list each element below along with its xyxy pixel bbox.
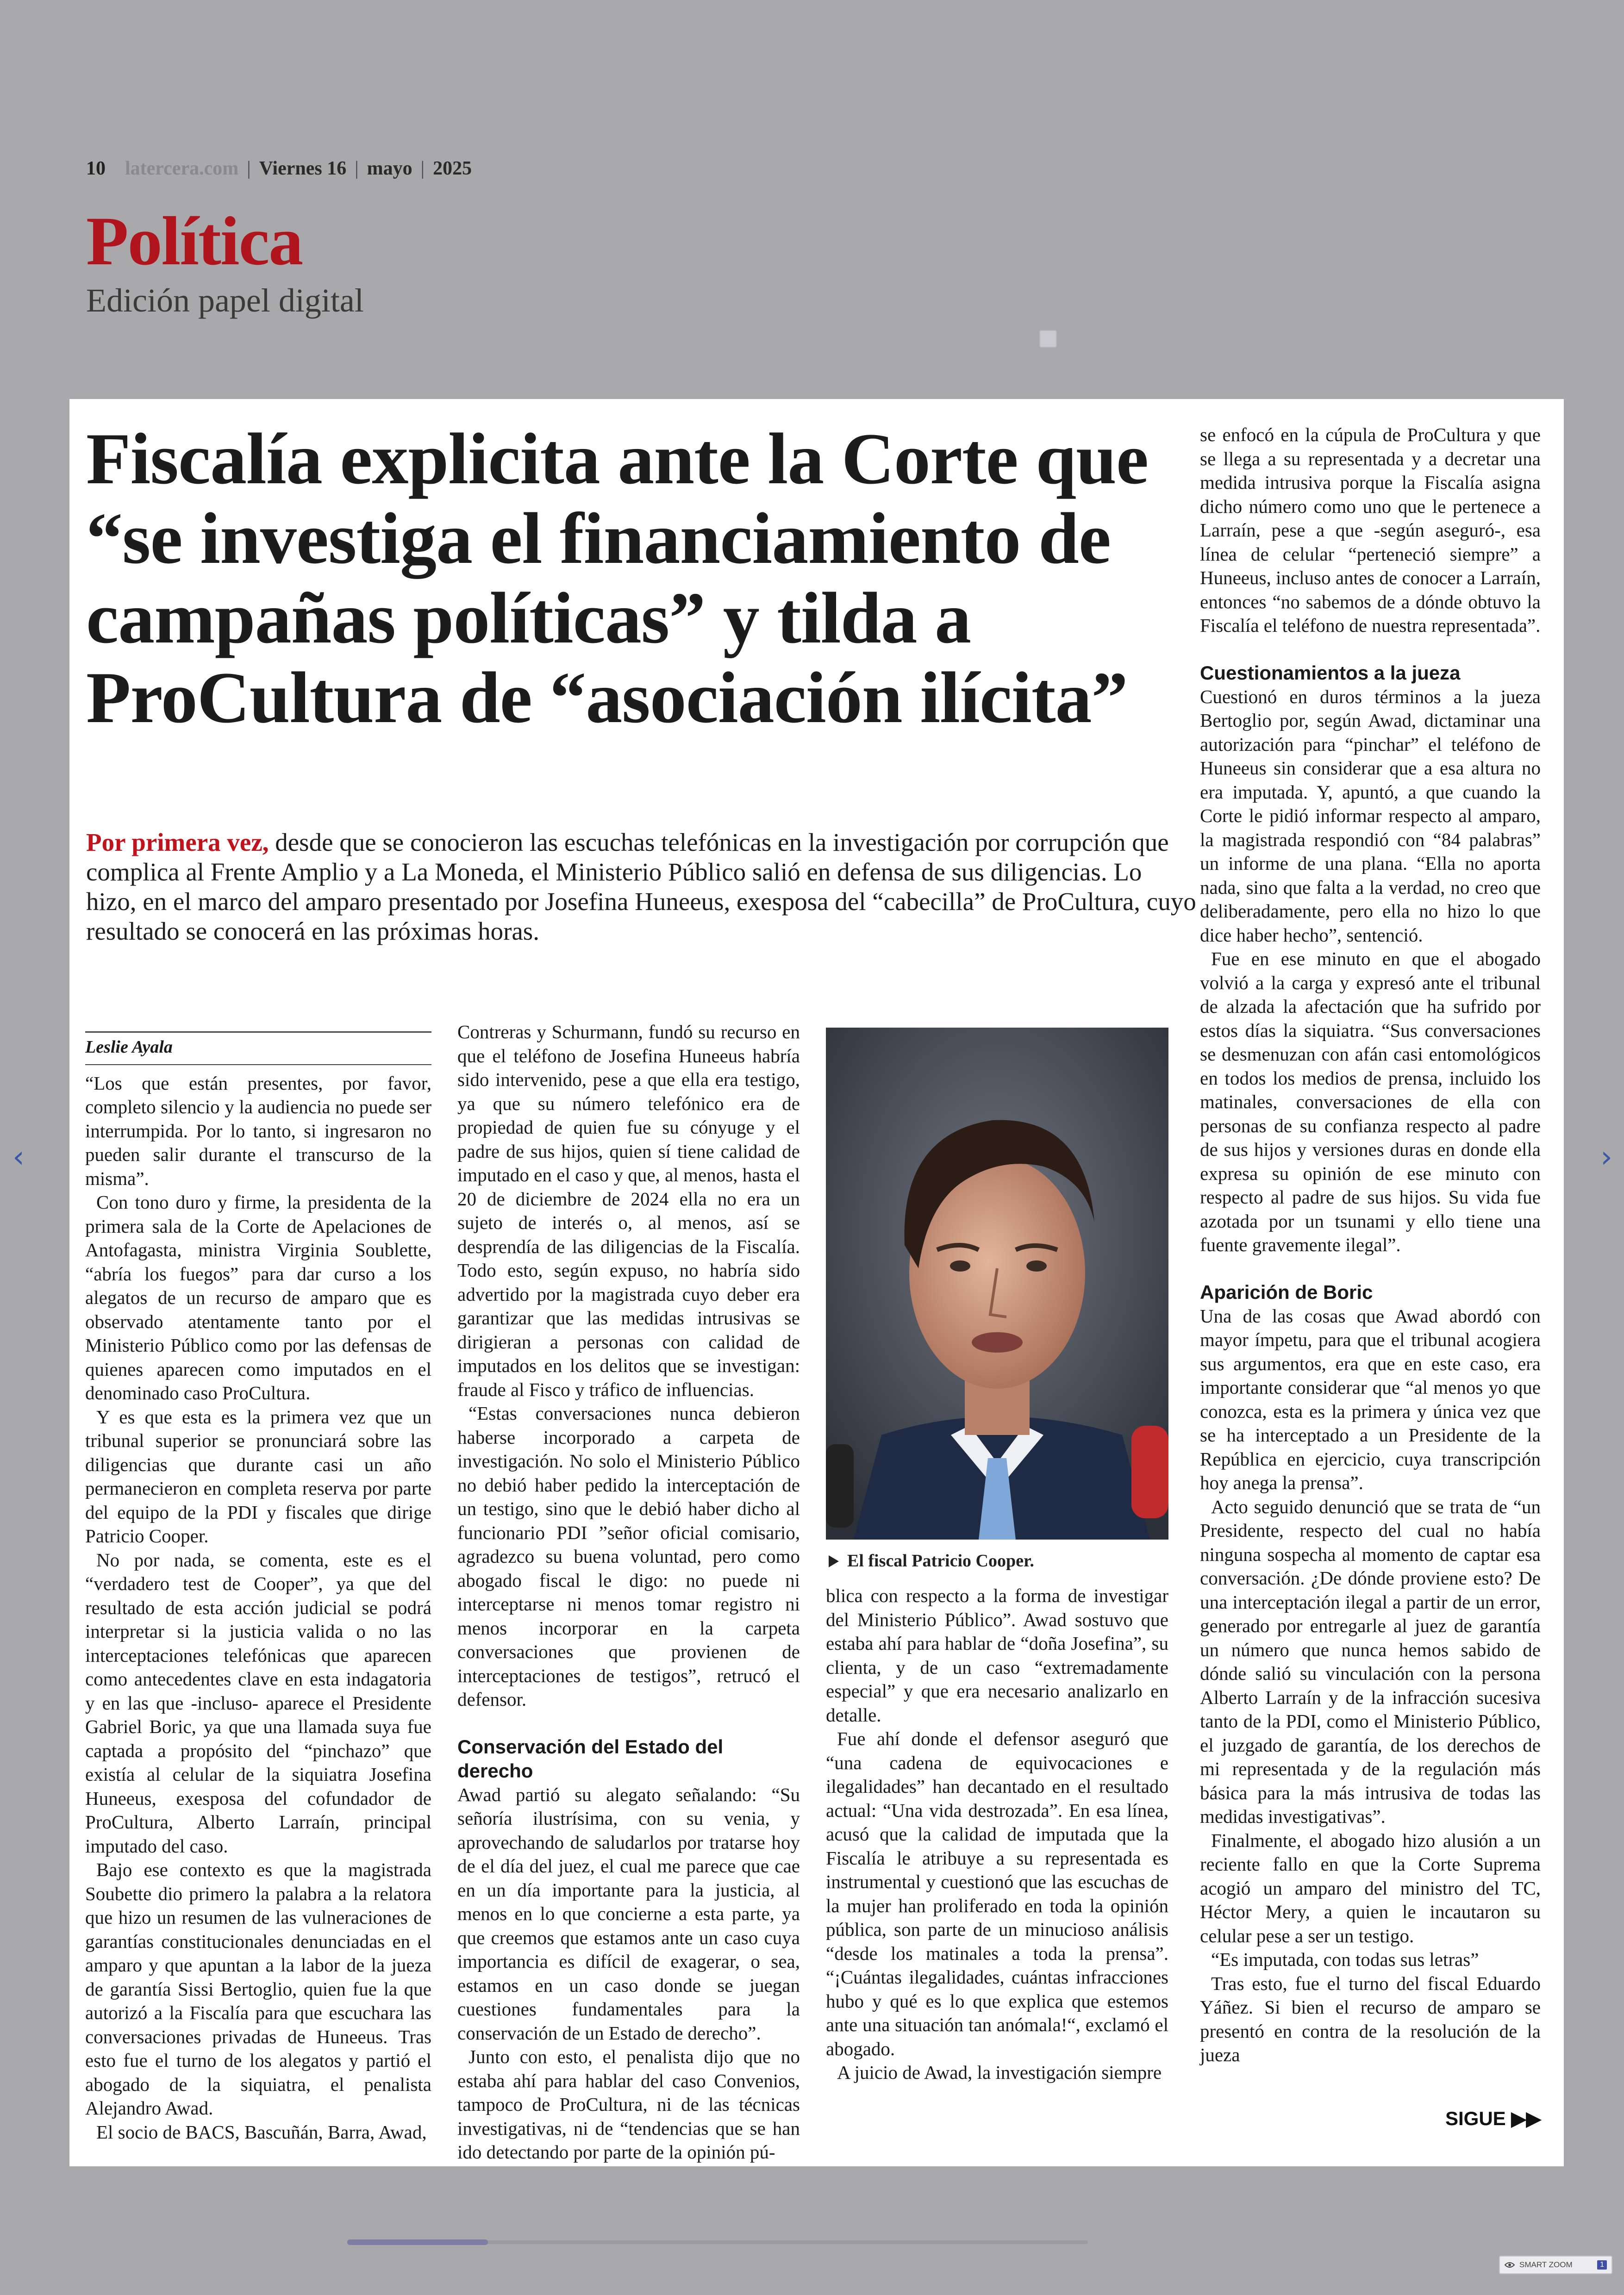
smart-zoom-badge: 1 — [1597, 2260, 1607, 2270]
paragraph: Finalmente, el abogado hizo alusión a un reciente fallo en que la Corte Suprema acogió un amparo del ministro del TC, Héctor Mery, a quien le incautaron su celular pese a ser un testigo. — [1200, 1829, 1541, 1946]
paragraph: Tras esto, fue el turno del fiscal Eduardo Yáñez. Si bien el recurso de amparo se presentó en contra de la resolución de la jueza — [1200, 1972, 1541, 2065]
separator: | — [355, 158, 359, 179]
chevron-right-icon[interactable]: › — [1600, 1140, 1612, 1174]
portrait-illustration — [826, 1028, 1168, 1540]
paragraph: Contreras y Schurmann, fundó su recurso en que el teléfono de Josefina Huneeus habría sido intervenido, pese a que ella era testigo, ya que su número telefónico era de propiedad de quien fue su cónyuge y el padre de sus hijos, quien sí tiene calidad de imputado en el caso y que, al menos, hasta el 20 de diciembre de 2024 ella no era un sujeto de interés o, al menos, así se desprendía de las diligencias de la Fiscalía. Todo esto, según expuso, no habría sido advertido por la magistrada cuyo deber era garantizar que las medidas intrusivas se dirigieran a personas con calidad de imputados en los delitos que se investigan: fraude al Fisco y tráfico de influencias. — [457, 1021, 800, 1400]
article-page — [69, 399, 1564, 2166]
paragraph: Fue en ese minuto en que el abogado volvió a la carga y expresó ante el tribunal de alzada la afectación que ha sufrido por estos días la siquiatra. “Sus conversaciones se desmenuzan con afán casi entomológicos en todos los medios de prensa, incluido los matinales, conversaciones de ella con personas de su confianza respecto al padre de sus hijos y versiones duras en donde ella expresa su opinión de ese minuto con respecto al padre de sus hijos. Su vida fue azotada por un tsunami y ello tiene una fuente gravemente ilegal”. — [1200, 948, 1541, 1255]
date-month: mayo — [367, 158, 412, 179]
masthead-meta — [86, 157, 734, 180]
section-title: Política — [86, 203, 303, 280]
smart-zoom-label: SMART ZOOM — [1519, 2260, 1573, 2269]
paragraph: Y es que esta es la primera vez que un tribunal superior se pronunciará sobre las diligencias que durante casi un año permanecieron en completa reserva por parte del equipo de la PDI y fiscales que dirige Patricio Cooper. — [85, 1406, 431, 1547]
eye-icon — [1505, 2262, 1515, 2268]
paragraph: A juicio de Awad, la investigación siempre — [837, 2062, 1162, 2083]
paragraph: “Es imputada, con todas sus letras” — [1211, 1949, 1479, 1970]
page-number: 10 — [86, 158, 106, 179]
paragraph: se enfocó en la cúpula de ProCultura y que se llega a su representada y a decretar una medida intrusiva porque la Fiscalía asigna dicho número como uno que le pertenece a Larraín, pese a que -según aseguró-, esa línea de celular “perteneció siempre” a Huneeus, incluso antes de conocer a Larraín, entonces “no sabemos de a dónde obtuvo la Fiscalía el teléfono de nuestra representada”. — [1200, 424, 1541, 636]
separator: | — [247, 158, 251, 179]
photo-caption — [829, 1551, 1034, 1571]
paragraph: “Estas conversaciones nunca debieron haberse incorporado a carpeta de investigación. No solo el Ministerio Público no debió haber pedido la interceptación de un testigo, sino que le debió haber dicho al funcionario PDI ”señor oficial comisario, agradezco su buena voluntad, pero como abogado fiscal le digo: no puede ni interceptarse ni menos tomar registro ni menos incorporar en la carpeta conversaciones que provienen de interceptaciones de testigos”, retrucó el defensor. — [457, 1403, 800, 1710]
paragraph: Cuestionó en duros términos a la jueza Bertoglio por, según Awad, dictaminar una autorización para “pinchar” el teléfono de Huneeus sin considerar que a esa altura no era imputada. Y, apuntó, a que cuando la Corte le pidió informar respecto al amparo, la magistrada respondió con “84 palabras” un informe de una plana. “Ella no aporta nada, sino que falta a la verdad, no creo que deliberadamente, pero ella no hizo lo que dice haber hecho”, sentenció. — [1200, 686, 1541, 946]
column-2 — [457, 1020, 800, 2164]
separator: | — [420, 158, 425, 179]
paragraph: Junto con esto, el penalista dijo que no estaba ahí para hablar del caso Convenios, tampoco de ProCultura, ni de las técnicas investigativas, ni de “tendencias que se han ido detectando por parte de la opinión pú- — [457, 2046, 800, 2163]
caption-text: El fiscal Patricio Cooper. — [847, 1551, 1034, 1571]
date-day: Viernes 16 — [259, 158, 347, 179]
note-marker-icon[interactable] — [1039, 330, 1057, 348]
paragraph: Awad partió su alegato señalando: “Su señoría ilustrísima, con su venia, y aprovechando de saludarlos por tratarse hoy de el día del juez, el cual me parece que cae en un día importante para la justicia, al menos en lo que concierne a esta parte, ya que creemos que estamos ante un caso cuya importancia es difícil de exagerar, o sea, estamos en un caso donde se juegan cuestiones fundamentales para la conservación de un Estado de derecho”. — [457, 1784, 800, 2044]
paragraph: Con tono duro y firme, la presidenta de la primera sala de la Corte de Apelaciones de Antofagasta, ministra Virginia Soublette, “abría los fuegos” para dar curso a los alegatos de un recurso de amparo que es observado atentamente tanto por el Ministerio Público como por las defensas de quienes aparecen como imputados en el denominado caso ProCultura. — [85, 1191, 431, 1403]
paragraph: No por nada, se comenta, este es el “verdadero test de Cooper”, ya que del resultado de esta acción judicial se podrá interpretar si la justicia valida o no las interceptaciones telefónicas que aparecen como antecedentes clave en esta indagatoria y en las que -incluso- aparece el Presidente Gabriel Boric, ya que una llamada suya fue captada a propósito del “pinchazo” que existía al celular de la siquiatra Josefina Huneeus, exesposa del cofundador de ProCultura, Alberto Larraín, principal imputado del caso. — [85, 1549, 431, 1857]
masthead — [86, 157, 734, 320]
smart-zoom-control[interactable] — [1499, 2256, 1612, 2274]
caption-arrow-icon — [829, 1555, 839, 1567]
lede-lead: Por primera vez, — [86, 828, 269, 856]
chevron-left-icon[interactable]: ‹ — [12, 1140, 25, 1174]
byline: Leslie Ayala — [85, 1031, 431, 1065]
subheading: Aparición de Boric — [1200, 1281, 1373, 1303]
site-name: latercera.com — [125, 158, 239, 179]
column-3 — [826, 1584, 1168, 2085]
page-scrollbar-thumb[interactable] — [347, 2239, 488, 2245]
paragraph: El socio de BACS, Bascuñán, Barra, Awad, — [96, 2121, 427, 2143]
date-year: 2025 — [433, 158, 472, 179]
paragraph: blica con respecto a la forma de investigar del Ministerio Público”. Awad sostuvo que estaba ahí para hablar de “doña Josefina”, su clienta, y de un caso “extremadamente especial” y que era necesario analizarlo en detalle. — [826, 1585, 1168, 1726]
lede-text: desde que se conocieron las escuchas telefónicas en la investigación por corrupción que complica al Frente Amplio y a La Moneda, el Ministerio Público salió en defensa de sus diligencias. Lo hizo, en el marco del amparo presentado por Josefina Huneeus, exesposa del “cabecilla” de ProCultura, cuyo resultado se conocerá en las próximas horas. — [86, 828, 1196, 945]
column-4 — [1200, 423, 1541, 2067]
subheading: Cuestionamientos a la jueza — [1200, 661, 1461, 684]
portrait-photo — [826, 1028, 1168, 1540]
paragraph: Una de las cosas que Awad abordó con mayor ímpetu, para que el tribunal acogiera sus argumentos, era que en este caso, era importante considerar que “al menos yo que conozca, esta es la primera y única vez que se ha interceptado a un Presidente de la República en ejercicio, cuya transcripción hoy anega la prensa”. — [1200, 1305, 1541, 1493]
paragraph: Bajo ese contexto es que la magistrada Soubette dio primero la palabra a la relatora que hizo un resumen de las vulneraciones de garantías constitucionales denunciadas en el amparo y que apuntan a la labor de la jueza de garantía Sissi Bertoglio, quien fue la que autorizó a la Fiscalía para que escuchara las conversaciones privadas de Huneeus. Tras esto fue el turno de los alegatos y partió el abogado de la siquiatra, el penalista Alejandro Awad. — [85, 1859, 431, 2119]
continue-label[interactable]: SIGUE ▶▶ — [1445, 2108, 1541, 2129]
paragraph: “Los que están presentes, por favor, completo silencio y la audiencia no puede ser interrumpida. Por lo tanto, si ingresaron no pueden salir durante el transcurso de la misma”. — [85, 1072, 431, 1189]
article-headline: Fiscalía explicita ante la Corte que “se investiga el financiamiento de campañas políticas” y tilda a ProCultura de “asociación ilícita” — [86, 418, 1149, 738]
edition-label: Edición papel digital — [86, 282, 364, 319]
paragraph: Fue ahí donde el defensor aseguró que “una cadena de equivocaciones e ilegalidades” han decantado en el resultado actual: “Una vida destrozada”. En esa línea, acusó que la calidad de imputada que la Fiscalía le atribuye a su representada es instrumental y cuestionó que las escuchas de la mujer han proliferado en toda la opinión pública, son parte de un minucioso análisis “desde los matinales a toda la prensa”. “¡Cuántas ilegalidades, cuántas infracciones hubo y qué es lo que explica que estemos ante una situación tan anómala!“, exclamó el abogado. — [826, 1728, 1168, 2059]
subheading: Conservación del Estado del derecho — [457, 1735, 724, 1782]
column-1 — [85, 1031, 431, 2144]
article-lede — [86, 828, 1197, 946]
paragraph: Acto seguido denunció que se trata de “un Presidente, respecto del cual no había ninguna sospecha al momento de captar esa conversación. ¿De dónde proviene esto? De una interceptación ilegal a partir de un error, generado por entregarle al juez de garantía un número que nunca hemos sabido de dónde salió su vinculación con la persona Alberto Larraín y de la infracción sucesiva tanto de la PDI, como el Ministerio Público, el juzgado de garantía, de los derechos de mi representada y de la regulación más básica para la más intrusiva de todas las medidas investigativas”. — [1200, 1496, 1541, 1827]
